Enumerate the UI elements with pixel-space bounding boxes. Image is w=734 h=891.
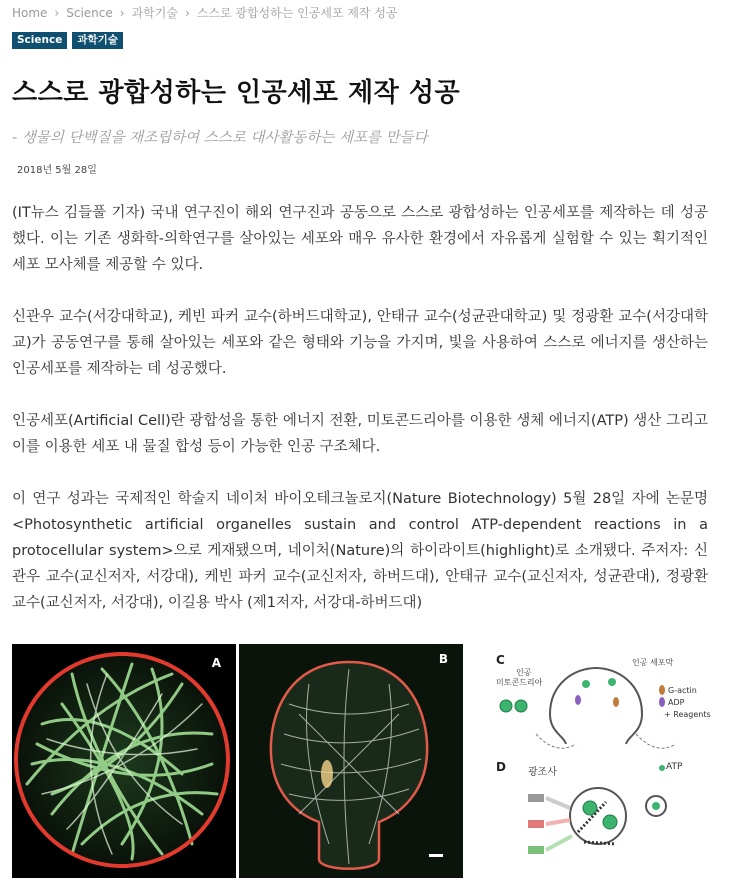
- legend-g-actin: G-actin: [668, 686, 697, 695]
- chevron-right-icon: ›: [54, 6, 60, 20]
- panel-label-a: A: [211, 656, 221, 670]
- mitochondria-label-2: 미토콘드리아: [496, 678, 543, 687]
- paragraph: 인공세포(Artificial Cell)란 광합성을 통한 에너지 전환, 미토콘드리아를 이용한 생체 에너지(ATP) 생산 그리고 이를 이용한 세포 내 물질 합성 등이 가능한 인공 구조체다.: [12, 413, 708, 455]
- legend-adp: ADP: [668, 698, 685, 707]
- breadcrumb-current: 스스로 광합성하는 인공세포 제작 성공: [196, 6, 398, 20]
- article-body: [12, 200, 708, 642]
- figure-panel-a: [12, 644, 236, 878]
- mitochondria-label-1: 인공: [516, 668, 532, 677]
- tag-science[interactable]: Science: [12, 32, 67, 49]
- breadcrumb-home[interactable]: Home: [12, 6, 48, 20]
- article-title: 스스로 광합성하는 인공세포 제작 성공: [12, 78, 461, 108]
- light-irradiation-label: 광조사: [528, 767, 557, 778]
- panel-label-b: B: [438, 652, 448, 666]
- atp-label: ATP: [666, 762, 683, 772]
- artificial-cell-fibers-image: [12, 644, 236, 878]
- figure-panel-cd-diagram: [466, 644, 734, 878]
- breadcrumb-category[interactable]: 과학기술: [131, 6, 178, 20]
- panel-label-d: D: [496, 760, 506, 774]
- artificial-cell-budding-image: [239, 644, 463, 878]
- legend-reagents: + Reagents: [664, 710, 711, 719]
- paragraph: 이 연구 성과는 국제적인 학술지 네이처 바이오테크놀로지(Nature Biotechnology) 5월 28일 자에 논문명 <Photosynthetic artificial organelles sustain and control ATP-dependent reactions in a protocellular system>으로 게재됐으며, 네이처(Nature)의 하이라이트(highlight)로 소개됐다. 주저자: 신관우 교수(교신저자, 서강대), 케빈 파커 교수(교신저자, 하버드대), 안태규 교수(교신저자, 성균관대), 정광환 교수(교신저자, 서강대), 이길용 박사 (제1저자, 서강대-하버드대): [12, 491, 708, 611]
- figure-panel-b: [239, 644, 463, 878]
- breadcrumb: [12, 4, 398, 21]
- membrane-label: 인공 세포막: [632, 658, 674, 667]
- chevron-right-icon: ›: [184, 6, 190, 20]
- tag-tech[interactable]: 과학기술: [72, 32, 123, 49]
- paragraph: (IT뉴스 김들풀 기자) 국내 연구진이 해외 연구진과 공동으로 스스로 광합성하는 인공세포를 제작하는 데 성공했다. 이는 기존 생화학-의학연구를 살아있는 세포와 매우 유사한 환경에서 자유롭게 실험할 수 있는 획기적인 세포 모사체를 제공할 수 있다.: [12, 205, 708, 273]
- tag-list: [12, 32, 123, 49]
- article-subtitle: - 생물의 단백질을 재조립하여 스스로 대사활동하는 세포를 만들다: [12, 130, 428, 146]
- panel-label-c: C: [496, 653, 505, 667]
- article-figure: [12, 644, 734, 878]
- article-date: 2018년 5월 28일: [17, 165, 97, 176]
- chevron-right-icon: ›: [119, 6, 125, 20]
- paragraph: 신관우 교수(서강대학교), 케빈 파커 교수(하버드대학교), 안태규 교수(성균관대학교) 및 정광환 교수(서강대학교)가 공동연구를 통해 살아있는 세포와 같은 형태와 기능을 가지며, 빛을 사용하여 스스로 에너지를 생산하는 인공세포를 제작하는 데 성공했다.: [12, 309, 708, 377]
- breadcrumb-section[interactable]: Science: [66, 6, 113, 20]
